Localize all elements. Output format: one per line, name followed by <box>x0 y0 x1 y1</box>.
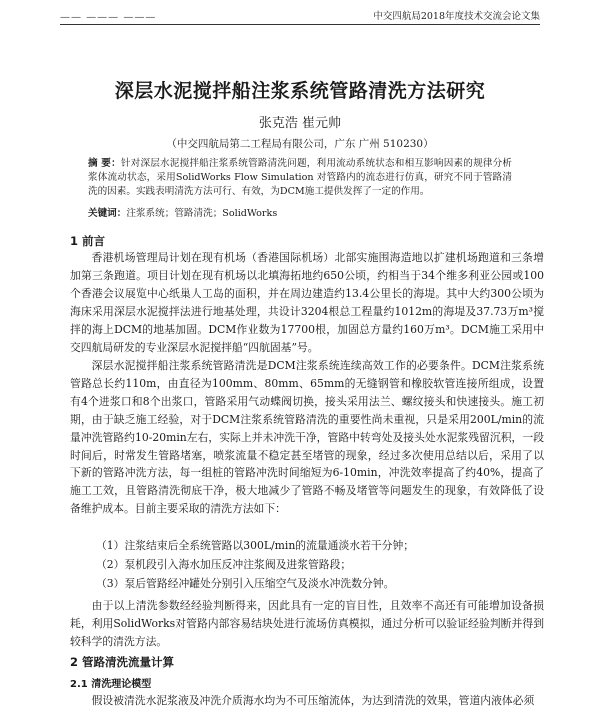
abstract-label: 摘 要： <box>88 158 121 169</box>
authors: 张克浩 崔元帅 <box>258 116 342 131</box>
section-heading-introduction: 1 前言 <box>70 234 106 248</box>
header-venue: 中交四航局2018年度技术交流会论文集 <box>373 11 540 22</box>
list-item: （3）泵后管路经冲罐处分别引入压缩空气及淡水冲洗数分钟。 <box>96 577 395 590</box>
abstract <box>88 157 512 200</box>
header-dash: —— ——— ——— <box>60 12 157 23</box>
affiliation: （中交四航局第二工程局有限公司，广东 广州 510230） <box>166 138 434 150</box>
paragraph: 假设被清洗水泥浆液及冲洗介质海水均为不可压缩流体，为达到清洗的效果，管道内液体必须 <box>91 694 535 707</box>
paragraph: 深层水泥搅拌船注浆系统管路清洗是DCM注浆系统连续高效工作的必要条件。DCM注浆系统管路总长约110m，由直径为100mm、80mm、65mm的无缝钢管和橡胶软管连接所组成，设置有4个进浆口和8个出浆口，管路采用气动蝶阀切换，接头采用法兰、螺纹接头和快速接头。施工初期，由于缺乏施工经验，对于DCM注浆系统管路清洗的重要性尚未重视，只是采用200L/min的流量冲洗管路约10-20min左右，实际上并未冲洗干净，管路中转弯处及接头处水泥浆残留沉积，一段时间后，时常发生管路堵塞，喷浆流量不稳定甚至堵管的现象，经过多次使用总结以后，采用了以下新的管路冲洗方法，每一组桩的管路冲洗时间缩短为6-10min，冲洗效率提高了约40%，提高了施工工效，且管路清洗彻底干净，极大地减少了管路不畅及堵管等问题发生的现象，有效降低了设备维护成本。目前主要采取的清洗方法如下： <box>70 359 544 516</box>
abstract-text: 针对深层水泥搅拌船注浆系统管路清洗问题，利用流动系统状态和相互影响因素的规律分析浆体流动状态，采用SolidWorks Flow Simulation 对管路内的流态进行仿真，研究不同于管路清洗的因素。实践表明清洗方法可行、有效，为DCM施工提供发挥了一定的作用。 <box>88 158 513 198</box>
keywords-label: 关键词： <box>88 208 127 219</box>
list-item: （1）注浆结束后全系统管路以300L/min的流量通淡水若干分钟； <box>96 539 415 552</box>
paper-title: 深层水泥搅拌船注浆系统管路清洗方法研究 <box>114 80 486 102</box>
paragraph: 由于以上清洗参数经经验判断得来，因此具有一定的盲目性，且效率不高还有可能增加设备损耗，利用SolidWorks对管路内部容易结块处进行流场仿真模拟，通过分析可以验证经验判断并得到较科学的清洗方法。 <box>70 599 544 648</box>
keywords <box>88 205 512 219</box>
running-header <box>60 8 540 25</box>
section-heading-flow-calc: 2 管路清洗流量计算 <box>70 655 175 669</box>
keywords-text: 注浆系统；管路清洗；SolidWorks <box>126 208 278 219</box>
paragraph: 香港机场管理局计划在现有机场（香港国际机场）北部实施围海造地以扩建机场跑道和三条增加第三条跑道。项目计划在现有机场以北填海拓地约650公顷，约相当于34个维多利亚公园或100个香港会议展览中心纸巢人工岛的面积，并在周边建造约13.4公里长的海堤。其中大约300公顷为海床采用深层水泥搅拌法进行地基处理，共设计3204根总工程量约1012m的海堤及37.73万m³搅拌的海上DCM的地基加固。DCM作业数为17700根，加固总方量约160万m³。DCM施工采用中交四航局研发的专业深层水泥搅拌船“四航固基”号。 <box>70 251 544 354</box>
list-item: （2）泵机段引入海水加压反冲注浆阀及进浆管路段； <box>96 558 352 571</box>
subsection-heading-model: 2.1 清洗理论模型 <box>70 679 152 690</box>
